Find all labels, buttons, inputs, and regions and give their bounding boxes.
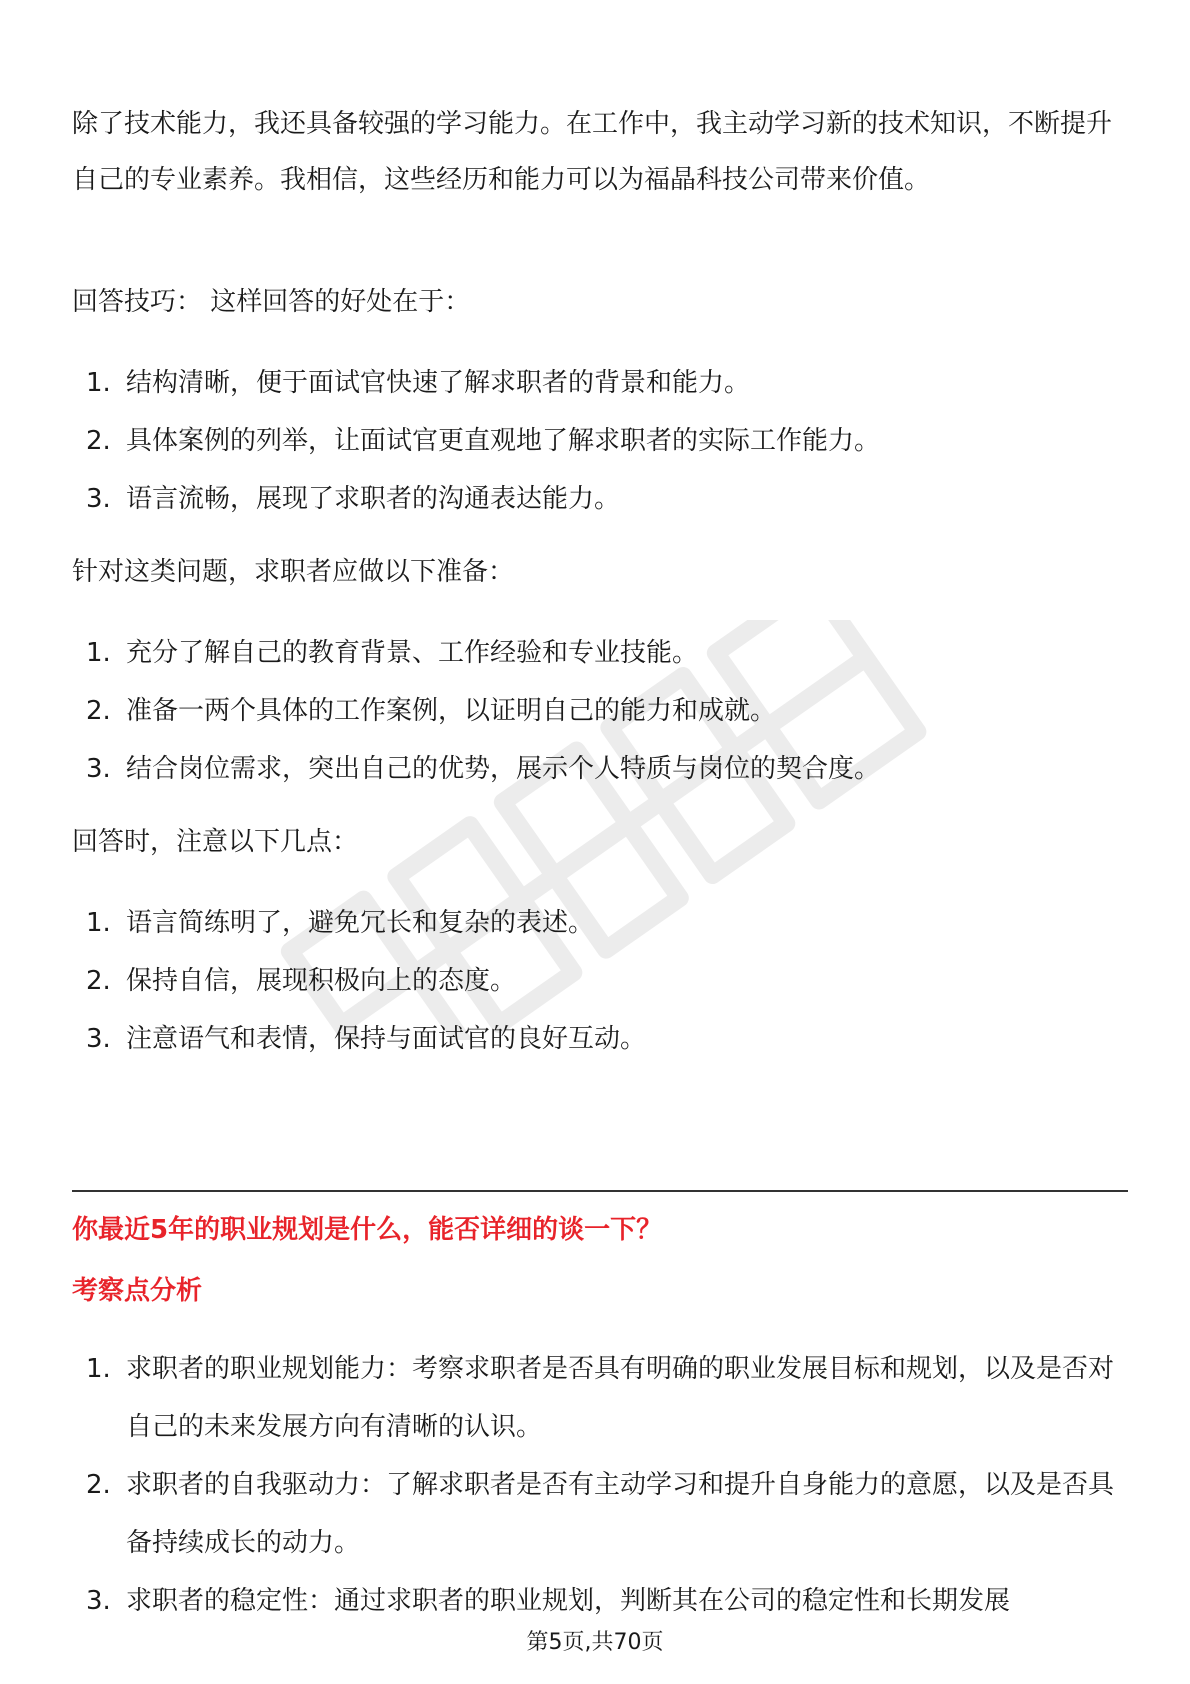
notes-list — [72, 903, 1122, 1077]
section-divider — [72, 1190, 1128, 1192]
list-item: 2. 求职者的自我驱动力：了解求职者是否有主动学习和提升自身能力的意愿，以及是否具备持续成长的动力。 — [86, 1470, 1115, 1558]
tips-heading: 回答技巧： 这样回答的好处在于： — [72, 287, 471, 317]
question-heading: 你最近5年的职业规划是什么，能否详细的谈一下？ — [72, 1215, 663, 1245]
list-item: 3. 结合岗位需求，突出自己的优势，展示个人特质与岗位的契合度。 — [86, 754, 881, 784]
list-item: 3. 求职者的稳定性：通过求职者的职业规划，判断其在公司的稳定性和长期发展 — [86, 1586, 1011, 1616]
prep-list — [72, 633, 1122, 807]
list-item: 1. 求职者的职业规划能力：考察求职者是否具有明确的职业发展目标和规划，以及是否对自己的未来发展方向有清晰的认识。 — [86, 1354, 1115, 1442]
list-item: 1. 语言简练明了，避免冗长和复杂的表述。 — [86, 908, 595, 938]
list-item: 1. 充分了解自己的教育背景、工作经验和专业技能。 — [86, 638, 699, 668]
list-item: 2. 准备一两个具体的工作案例，以证明自己的能力和成就。 — [86, 696, 777, 726]
tips-list — [72, 363, 1122, 537]
list-item: 3. 语言流畅，展现了求职者的沟通表达能力。 — [86, 484, 621, 514]
list-item: 2. 保持自信，展现积极向上的态度。 — [86, 966, 517, 996]
notes-heading: 回答时，注意以下几点： — [72, 827, 359, 857]
list-item: 1. 结构清晰，便于面试官快速了解求职者的背景和能力。 — [86, 368, 751, 398]
list-item: 3. 注意语气和表情，保持与面试官的良好互动。 — [86, 1024, 647, 1054]
prep-heading: 针对这类问题，求职者应做以下准备： — [72, 557, 515, 587]
page-number: 第5页,共70页 — [526, 1630, 664, 1655]
intro-paragraph: 除了技术能力，我还具备较强的学习能力。在工作中，我主动学习新的技术知识，不断提升自己的专业素养。我相信，这些经历和能力可以为福晶科技公司带来价值。 — [72, 109, 1113, 195]
analysis-heading: 考察点分析 — [72, 1276, 203, 1306]
analysis-list — [72, 1340, 1122, 1630]
list-item: 2. 具体案例的列举，让面试官更直观地了解求职者的实际工作能力。 — [86, 426, 881, 456]
